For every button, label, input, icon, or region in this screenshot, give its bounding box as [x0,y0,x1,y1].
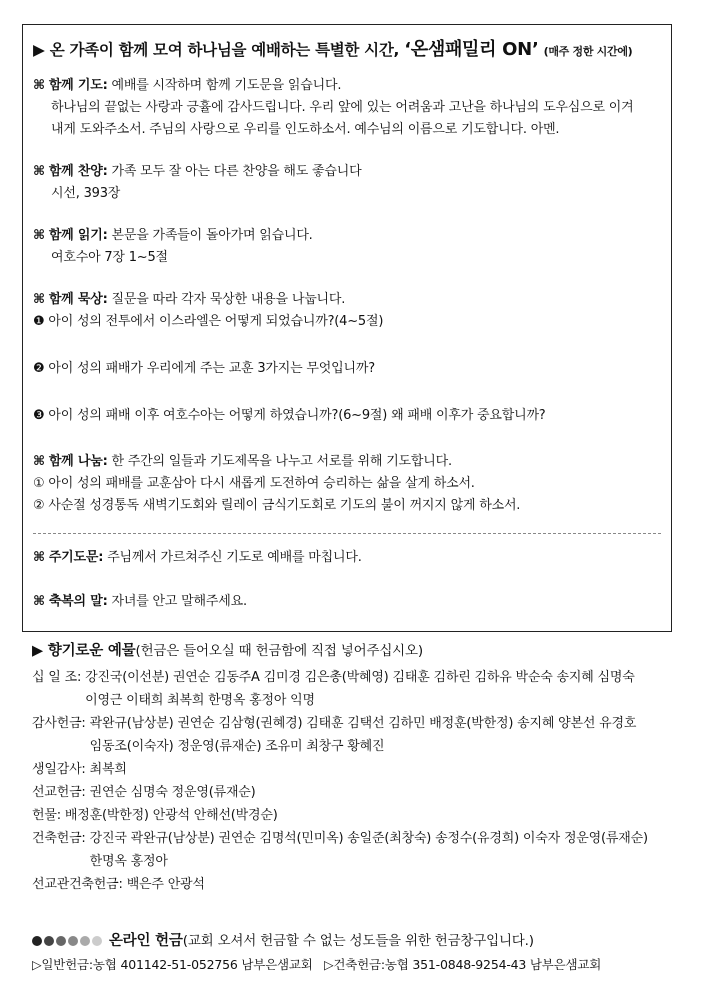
offering-row [32,758,648,781]
brand-name: ‘온샘패밀리 ON’ [404,39,539,60]
offering-label: 선교관건축헌금: [32,877,123,892]
dot-icon [56,936,66,946]
offering-row [32,781,648,804]
offering-row [32,666,648,712]
section-blessing: ⌘ 축복의 말: 자녀를 안고 말해주세요. [33,594,247,609]
offering-names: 임동조(이숙자) 정운영(류재순) 조유미 최창구 황혜진 [89,739,385,754]
command-icon: ⌘ [33,550,45,565]
command-icon: ⌘ [33,594,45,609]
dots-icon [32,933,104,949]
command-icon: ⌘ [33,78,45,93]
dot-icon [80,936,90,946]
general-account: ▷일반헌금:농협 401142-51-052756 남부은샘교회 [32,957,313,972]
offering-label: 감사헌금: [32,716,86,731]
offering-row [32,712,648,758]
offering-section [32,640,648,896]
offering-names: 곽완규(남상분) 권연순 김삼형(권혜경) 김태훈 김택선 김하민 배정훈(박한정) 송지혜 양본선 유경호 [89,716,637,731]
dot-icon [44,936,54,946]
offering-row [32,804,648,827]
offering-label: 건축헌금: [32,831,86,846]
section-prayer: ⌘ 함께 기도: 예배를 시작하며 함께 기도문을 읽습니다. 하나님의 끝없는 사랑과 긍휼에 감사드립니다. 우리 앞에 있는 어려움과 고난을 하나님의 도우심으로 이겨 내게 도와주소서. 주님의 사랑으로 우리를 인도하소서. 예수님의 이름으로 기도합니다. 아멘. [33,78,634,137]
command-icon: ⌘ [33,454,45,469]
offering-names: 최복희 [89,762,127,777]
offering-names: 배정훈(박한정) 안광석 안해선(박경순) [64,808,278,823]
command-icon: ⌘ [33,164,45,179]
command-icon: ⌘ [33,228,45,243]
offering-label: 생일감사: [32,762,86,777]
offering-names: 강진국 곽완규(남상분) 권연순 김명석(민미옥) 송일준(최창숙) 송정수(유경희) 이숙자 정운영(류재순) [89,831,648,846]
offering-label: 헌물: [32,808,61,823]
offering-row [32,873,648,896]
offering-label: 십 일 조: [32,670,82,685]
online-offering-section: 온라인 헌금(교회 오셔서 헌금할 수 없는 성도들을 위한 헌금창구입니다.) ▷일반헌금:농협 401142-51-052756 남부은샘교회 ▷건축헌금:농협 351-0848-9254-43 남부은샘교회 [32,933,602,972]
family-worship-box [22,24,672,632]
offering-list [32,666,648,896]
dot-icon [32,936,42,946]
offering-names: 권연순 심명숙 정운영(류재순) [89,785,256,800]
building-account: ▷건축헌금:농협 351-0848-9254-43 남부은샘교회 [323,957,602,972]
meditation-q2: ❷ 아이 성의 패배가 우리에게 주는 교훈 3가지는 무엇입니까? [33,361,375,376]
title-note: (매주 정한 시간에) [543,45,633,58]
offering-names: 한명옥 홍정아 [89,854,168,869]
section-praise: ⌘ 함께 찬양: 가족 모두 잘 아는 다른 찬양을 해도 좋습니다 시선, 393장 [33,164,362,201]
dot-icon [92,936,102,946]
dashed-divider [33,533,661,534]
dot-icon [68,936,78,946]
offering-label: 선교헌금: [32,785,86,800]
section-sharing: ⌘ 함께 나눔: 한 주간의 일들과 기도제목을 나누고 서로를 위해 기도합니다. ① 아이 성의 패배를 교훈삼아 다시 새롭게 도전하여 승리하는 삶을 살게 하소서. ② 사순절 성경통독 새벽기도회와 릴레이 금식기도회로 기도의 불이 꺼지지 않게 하소서. [33,454,521,513]
section-lords-prayer: ⌘ 주기도문: 주님께서 가르쳐주신 기도로 예배를 마칩니다. [33,550,362,565]
offering-heading: ▶ 향기로운 예물(헌금은 들어오실 때 헌금함에 직접 넣어주십시오) [32,643,423,659]
offering-names: 백은주 안광석 [126,877,205,892]
offering-names: 이영근 이태희 최복희 한명옥 홍정아 익명 [85,693,315,708]
section-reading: ⌘ 함께 읽기: 본문을 가족들이 돌아가며 읽습니다. 여호수아 7장 1~5절 [33,228,313,265]
meditation-q3: ❸ 아이 성의 패배 이후 여호수아는 어떻게 하였습니까?(6~9절) 왜 패배 이후가 중요합니까? [33,408,546,423]
worship-title: ▶ 온 가족이 함께 모여 하나님을 예배하는 특별한 시간, ‘온샘패밀리 ON’ (매주 정한 시간에) [33,39,633,60]
command-icon: ⌘ [33,292,45,307]
section-meditation: ⌘ 함께 묵상: 질문을 따라 각자 묵상한 내용을 나눕니다. ❶ 아이 성의 전투에서 이스라엘은 어떻게 되었습니까?(4~5절) [33,292,384,329]
offering-row [32,827,648,873]
offering-names: 강진국(이선분) 권연순 김동주A 김미경 김은총(박혜영) 김태훈 김하린 김하유 박순숙 송지혜 심명숙 [85,670,635,685]
